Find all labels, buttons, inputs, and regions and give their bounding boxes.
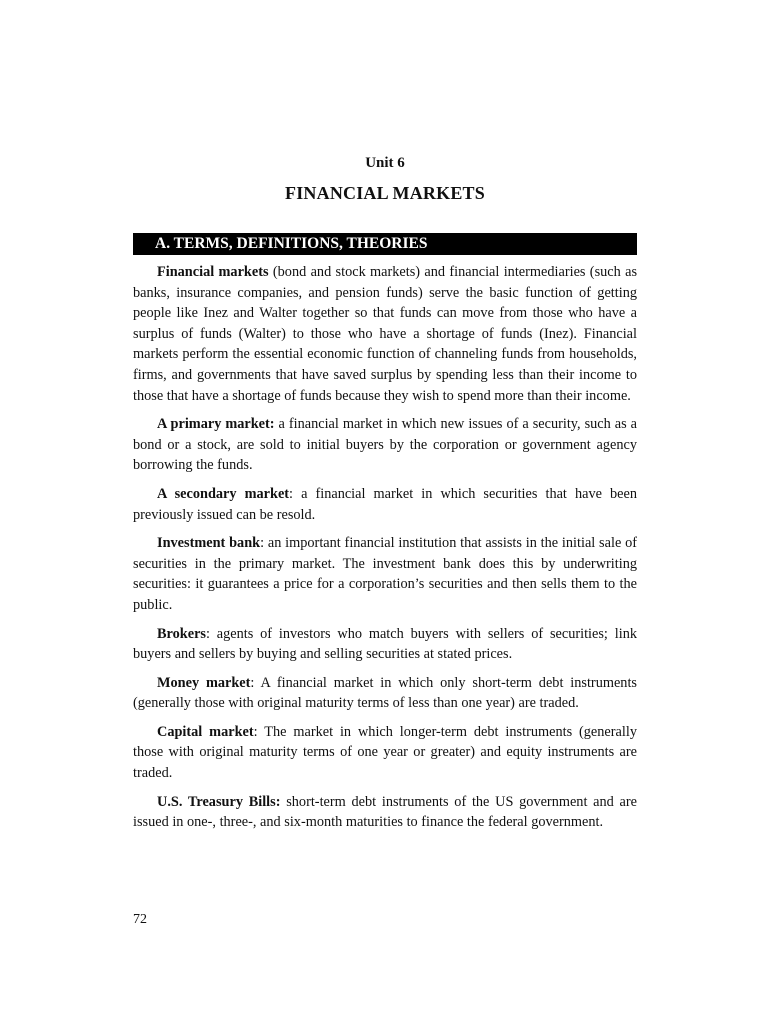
paragraph-investment-bank: [133, 533, 637, 615]
definition: : agents of investors who match buyers with sellers of securities; link buyers and sellers by buying and selling securities at stated prices.: [133, 625, 637, 663]
definition: : a financial market in which securities that have been previously issued can be resold.: [133, 485, 637, 523]
page-number: 72: [133, 912, 147, 927]
paragraph-secondary-market: [133, 484, 637, 525]
definition: short-term debt instruments of the US government and are issued in one-, three-, and six-month maturities to finance the federal government.: [133, 793, 637, 831]
paragraph-primary-market: [133, 414, 637, 476]
term: A secondary market: [157, 485, 290, 502]
section-heading: [133, 233, 637, 255]
term: Money market: [157, 674, 251, 691]
paragraph-financial-markets: [133, 262, 637, 406]
definition: : an important financial institution that assists in the initial sale of securities in the primary market. The investment bank does this by underwriting securities: it guarantees a price for a corporation’s securities and then sells them to the public.: [133, 535, 637, 613]
unit-title: FINANCIAL MARKETS: [285, 183, 485, 203]
unit-label: Unit 6: [365, 155, 405, 171]
definition: : The market in which longer-term debt instruments (generally those with original maturity terms of one year or greater) and equity instruments are traded.: [133, 723, 637, 782]
definition: : A financial market in which only short-term debt instruments (generally those with original maturity terms of less than one year) are traded.: [133, 674, 637, 712]
paragraph-money-market: [133, 673, 637, 714]
term: A primary market:: [157, 416, 275, 433]
term: U.S. Treasury Bills:: [157, 793, 281, 810]
paragraph-capital-market: [133, 722, 637, 784]
term: Financial markets: [157, 264, 269, 280]
paragraph-treasury-bills: [133, 792, 637, 833]
term: Brokers: [157, 625, 206, 642]
definition: a financial market in which new issues of a security, such as a bond or a stock, are sold to initial buyers by the corporation or government agency borrowing the funds.: [133, 416, 637, 474]
paragraph-brokers: [133, 624, 637, 665]
section-heading-text: A. TERMS, DEFINITIONS, THEORIES: [155, 235, 428, 252]
term: Capital market: [157, 723, 254, 740]
definition: (bond and stock markets) and financial intermediaries (such as banks, insurance companies, and pension funds) serve the basic function of getting people like Inez and Walter together so that funds can move from those who have a surplus of funds (Walter) to those who have a shortage of funds (Inez). Financial markets perform the essential economic function of channeling funds from households, firms, and governments that have saved surplus by spending less than their income to those that have a shortage of funds because they wish to spend more than their income.: [133, 264, 638, 404]
term: Investment bank: [157, 535, 261, 552]
body-text: [133, 262, 637, 841]
